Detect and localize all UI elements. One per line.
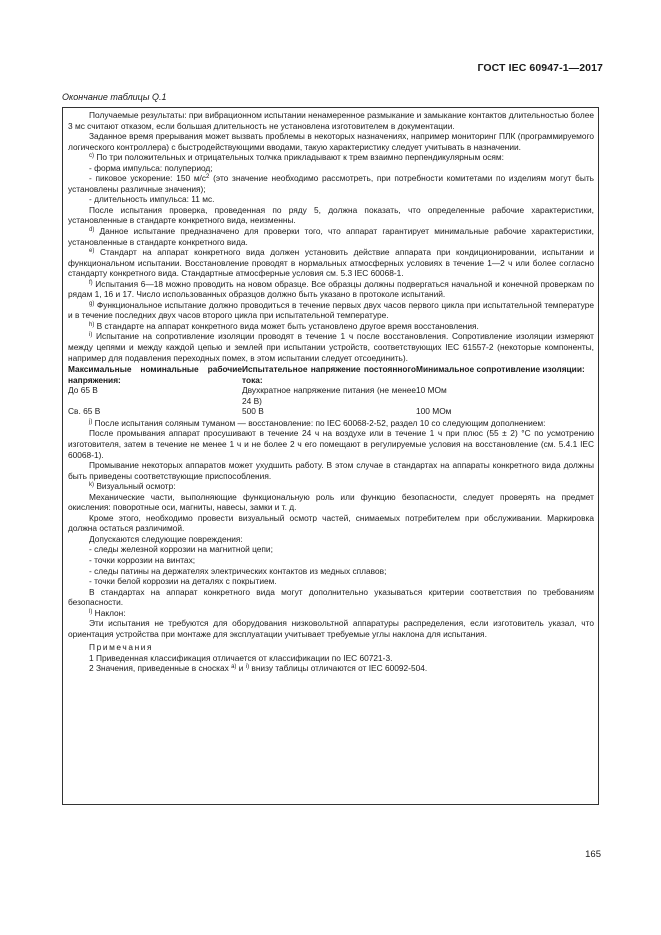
- footnote-d-text: Данное испытание предназначено для проверки того, что аппарат гарантирует минимальные рабочие характеристики, установленные в стандарте конкретного вида.: [68, 226, 594, 247]
- list-item: - следы патины на держателях электрических контактов из медных сплавов;: [89, 565, 387, 576]
- footnote-l-text: Наклон:: [92, 607, 126, 618]
- footnote-l-inclination: Эти испытания не требуются для оборудования низковольтной аппаратуры распределения, если изготовитель указал, что ориентация устройства при монтаже для эксплуатации учитывает требуемые углы наклона для испытания.: [68, 618, 594, 639]
- paragraph-results: Получаемые результаты: при вибрационном испытании ненамеренное размыкание и замыкание контактов длительностью более 3 мс считают отказом, если большая длительность не установлена изготовителем в документации.: [68, 110, 594, 131]
- note-2: [68, 663, 594, 674]
- peak-acceleration-text: - пиковое ускорение: 150 м/с: [89, 173, 207, 184]
- footnote-c-after-test: После испытания проверка, проведенная по ряду 5, должна показать, что определенные рабочие характеристики, установленные в стандарте конкретного вида, неизменны.: [68, 204, 594, 226]
- footnote-h: [68, 321, 594, 332]
- note-1: 1 Приведенная классификация отличается от классификации по IEC 60721-3.: [89, 652, 393, 663]
- paragraph-interruption-time: Заданное время прерывания может вызвать проблемы в некоторых назначениях, например мониторинг ПЛК (программируемого логического контроллера) с быстродействующими вводами, такую характеристику следует учитывать в назначении.: [68, 131, 594, 152]
- footnote-k-text: Визуальный осмотр:: [94, 481, 176, 492]
- footnote-d-mark: d): [89, 227, 95, 234]
- footnote-f: [68, 279, 594, 300]
- footnote-c-text: По три положительных и отрицательных толчка прикладывают к трем взаимно перпендикулярным осям:: [94, 152, 504, 163]
- table-cell: До 65 В: [68, 385, 98, 396]
- footnote-i-mark: i): [89, 332, 93, 339]
- table-header-resistance: Минимальное сопротивление изоляции:: [416, 364, 585, 375]
- footnote-j-drying: После промывания аппарат просушивают в течение 24 ч на воздухе или в течение 1 ч при плюс (55 ± 2) °С по усмотрению изготовителя, затем в течение не менее 1 ч и не более 2 ч его помещают в регулируемые условия на восстановление (см. 5.4.1 IEC 60068-1).: [68, 428, 594, 460]
- table-caption: Окончание таблицы Q.1: [62, 92, 167, 102]
- table-header-test-voltage: Испытательное напряжение постоянного тока:: [242, 364, 416, 385]
- table-cell: 500 В: [242, 406, 264, 417]
- peak-acceleration-exponent: 2: [206, 174, 210, 181]
- footnote-j: [68, 418, 594, 429]
- list-item: - точки коррозии на винтах;: [89, 554, 196, 565]
- footnote-i: [68, 331, 594, 363]
- footnote-c-item-pulse-shape: - форма импульса: полупериод;: [89, 162, 213, 173]
- footnote-k-mark: k): [89, 482, 94, 489]
- table-footnotes-frame: [62, 107, 599, 805]
- footnote-l-mark: l): [89, 608, 93, 615]
- table-cell: Св. 65 В: [68, 406, 101, 417]
- footnote-i-text: Испытание на сопротивление изоляции проводят в течение 1 ч после восстановления. Сопротивление изоляции измеряют между цепями и между каждой цепью и землей при испытании устройств, соответствующих IEC 61557-2 (некоторые компоненты, например для подавления переходных помех, в этом испытании следует отсоединить).: [68, 331, 594, 363]
- peak-acceleration-note: (это значение необходимо рассмотреть, при потребности комитетами по изделиям могут быть установлены различные значения);: [68, 173, 594, 194]
- footnote-h-text: В стандарте на аппарат конкретного вида может быть установлено другое время восстановления.: [94, 320, 479, 331]
- standard-designation: ГОСТ IEC 60947-1—2017: [477, 62, 603, 74]
- table-cell: 10 МОм: [416, 385, 447, 396]
- footnote-c-item-pulse-duration: - длительность импульса: 11 мс.: [89, 194, 215, 205]
- footnote-k: [68, 481, 594, 492]
- note-2-text-c: внизу таблицы отличаются от IEC 60092-504.: [249, 663, 428, 674]
- footnote-e: [68, 247, 594, 279]
- note-2-ref-a: а): [231, 664, 237, 671]
- footnote-g: [68, 300, 594, 321]
- footnote-d: [68, 226, 594, 247]
- notes-title: Примечания: [89, 642, 154, 653]
- footnote-k-visual-inspection: Кроме этого, необходимо провести визуальный осмотр частей, снимаемых потребителем при обслуживании. Маркировка должна остаться различимой.: [68, 512, 594, 534]
- footnote-c-mark: c): [89, 153, 94, 160]
- footnote-g-mark: g): [89, 300, 95, 307]
- note-2-text-b: и: [236, 663, 246, 674]
- footnote-f-mark: f): [89, 279, 93, 286]
- footnote-k-allowed-damage: Допускаются следующие повреждения:: [89, 533, 243, 544]
- footnote-g-text: Функциональное испытание должно проводиться в течение первых двух часов первого цикла при испытательной температуре и в течение последних двух часов второго цикла при испытательной температуре.: [68, 299, 594, 321]
- footnote-h-mark: h): [89, 321, 95, 328]
- list-item: - точки белой коррозии на деталях с покрытием.: [89, 576, 277, 587]
- footnote-l: [68, 608, 594, 619]
- footnote-j-washing: Промывание некоторых аппаратов может ухудшить работу. В этом случае в стандартах на аппараты конкретного вида должны быть приведены соответствующие приспособления.: [68, 460, 594, 481]
- footnote-e-text: Стандарт на аппарат конкретного вида должен установить действие аппарата при кондиционировании, испытании и функциональном испытании. Восстановление проводят в нормальных атмосферных условиях в течение 1—2 ч или более согласно стандарту конкретного вида. Стандартные атмосферные условия см. 5.3 IEC 60068-1.: [68, 247, 594, 279]
- table-cell: Двухкратное напряжение питания (не менее 24 В): [242, 385, 416, 406]
- footnote-e-mark: e): [89, 248, 95, 255]
- table-header-voltage: Максимальные номинальные рабочие напряжения:: [68, 364, 242, 385]
- footnote-f-text: Испытания 6—18 можно проводить на новом образце. Все образцы должны подвергаться начальной и конечной проверкам по рядам 1, 16 и 17. Число использованных образцов должно быть указано в протоколе испытаний.: [68, 278, 594, 300]
- footnote-k-safety-criteria: В стандартах на аппарат конкретного вида могут дополнительно указываться критерии соответствия по требованиям безопасности.: [68, 586, 594, 608]
- footnote-c: [68, 152, 594, 163]
- table-cell: 100 МОм: [416, 406, 452, 417]
- footnote-k-mechanical-parts: Механические части, выполняющие функциональную роль или функцию безопасности, следует проверять на предмет окисления: поворотные оси, магниты, навесы, замки и т. д.: [68, 491, 594, 513]
- note-2-ref-i: i): [245, 664, 250, 671]
- footnote-c-item-peak-acceleration: [68, 173, 594, 194]
- list-item: - следы железной коррозии на магнитной цепи;: [89, 544, 273, 555]
- footnote-j-mark: j): [89, 418, 93, 425]
- insulation-resistance-table: [68, 364, 594, 417]
- note-2-text-a: 2 Значения, приведенные в сносках: [89, 663, 232, 674]
- footnote-j-text: После испытания соляным туманом — восстановление: по IEC 60068-2-52, раздел 10 со следующим дополнением:: [92, 417, 546, 428]
- page-number: 165: [585, 849, 601, 860]
